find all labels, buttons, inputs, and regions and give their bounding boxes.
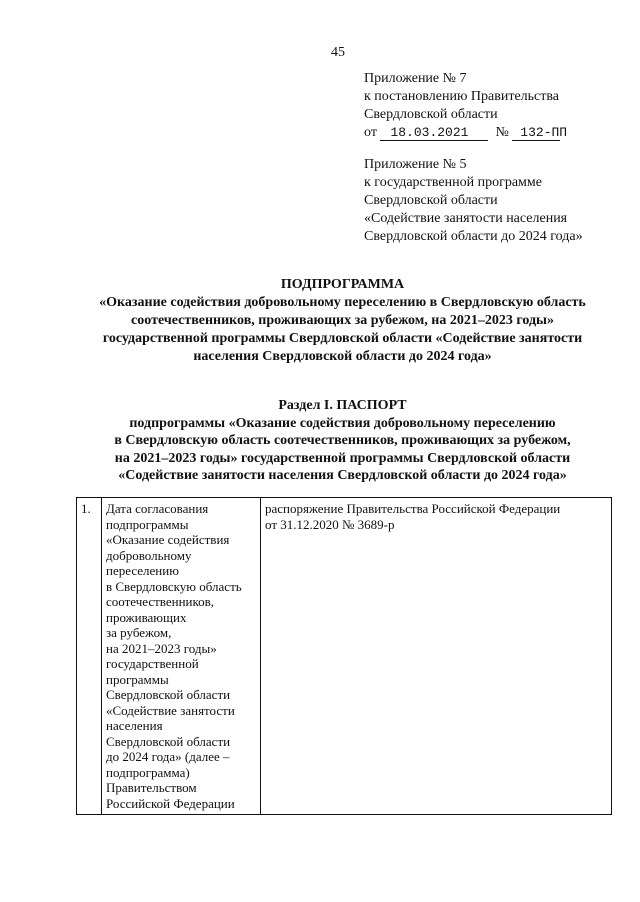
- appendix-5-line: «Содействие занятости населения: [364, 211, 568, 226]
- appendix-7-line: Свердловской области: [364, 107, 498, 122]
- resolution-number: 132-ПП: [512, 126, 560, 141]
- appendix-7-date-number-line: [364, 124, 568, 142]
- page-number: 45: [331, 45, 345, 60]
- appendix-5-line: к государственной программе: [364, 175, 542, 190]
- label-line: на 2021–2023 годы»: [106, 640, 217, 656]
- label-line: за рубежом,: [106, 625, 172, 640]
- section-title-line: «Содействие занятости населения Свердловской области до 2024 года»: [118, 468, 567, 483]
- label-line: до 2024 года» (далее –: [106, 749, 230, 764]
- appendix-5-block: [364, 156, 583, 246]
- label-line: Дата согласования: [106, 501, 209, 516]
- number-prefix: №: [495, 125, 509, 140]
- label-line: Российской Федерации: [106, 795, 235, 811]
- appendix-7-block: [364, 70, 568, 142]
- date-prefix: от: [364, 125, 377, 140]
- section-heading: Раздел I. ПАСПОРТ: [278, 398, 407, 413]
- label-line: в Свердловскую область: [106, 578, 242, 594]
- subprogram-title-line: «Оказание содействия добровольному переселению в Свердловскую область: [99, 295, 586, 310]
- label-line: подпрограмма): [106, 764, 190, 780]
- label-line: государственной: [106, 656, 199, 671]
- passport-table: [76, 497, 612, 815]
- label-line: переселению: [106, 563, 179, 578]
- appendix-5-title: Приложение № 5: [364, 157, 467, 172]
- subprogram-title-line: населения Свердловской области до 2024 года»: [193, 349, 492, 364]
- subprogram-title-line: соотечественников, проживающих за рубежом, на 2021–2023 годы»: [131, 313, 554, 328]
- subprogram-title: [60, 276, 625, 366]
- value-line: распоряжение Правительства Российской Федерации: [265, 501, 561, 516]
- section-title: [60, 397, 625, 485]
- label-line: программы: [106, 671, 169, 687]
- label-line: Свердловской области: [106, 733, 231, 749]
- label-line: соотечественников,: [106, 594, 215, 609]
- appendix-5-line: Свердловской области до 2024 года»: [364, 229, 583, 244]
- label-line: «Оказание содействия: [106, 532, 230, 547]
- section-title-line: в Свердловскую область соотечественников, проживающих за рубежом,: [114, 433, 571, 448]
- label-line: населения: [106, 718, 163, 733]
- section-title-line: на 2021–2023 годы» государственной программы Свердловской области: [114, 450, 571, 466]
- table-row: [77, 498, 612, 815]
- row-number: 1.: [77, 498, 102, 815]
- appendix-7-title: Приложение № 7: [364, 71, 467, 86]
- section-title-line: подпрограммы «Оказание содействия добровольному переселению: [129, 415, 556, 431]
- label-line: подпрограммы: [106, 516, 189, 532]
- value-line: от 31.12.2020 № 3689-р: [265, 516, 395, 532]
- label-line: добровольному: [106, 547, 192, 563]
- subprogram-heading: ПОДПРОГРАММА: [280, 277, 405, 292]
- row-value: [261, 498, 612, 815]
- label-line: Правительством: [106, 780, 197, 795]
- subprogram-title-line: государственной программы Свердловской области «Содействие занятости: [102, 331, 583, 346]
- resolution-date: 18.03.2021: [380, 126, 488, 141]
- label-line: «Содействие занятости: [106, 702, 235, 718]
- appendix-7-line: к постановлению Правительства: [364, 89, 560, 104]
- appendix-5-line: Свердловской области: [364, 193, 498, 208]
- label-line: Свердловской области: [106, 687, 231, 702]
- row-label: [102, 498, 261, 815]
- label-line: проживающих: [106, 609, 187, 625]
